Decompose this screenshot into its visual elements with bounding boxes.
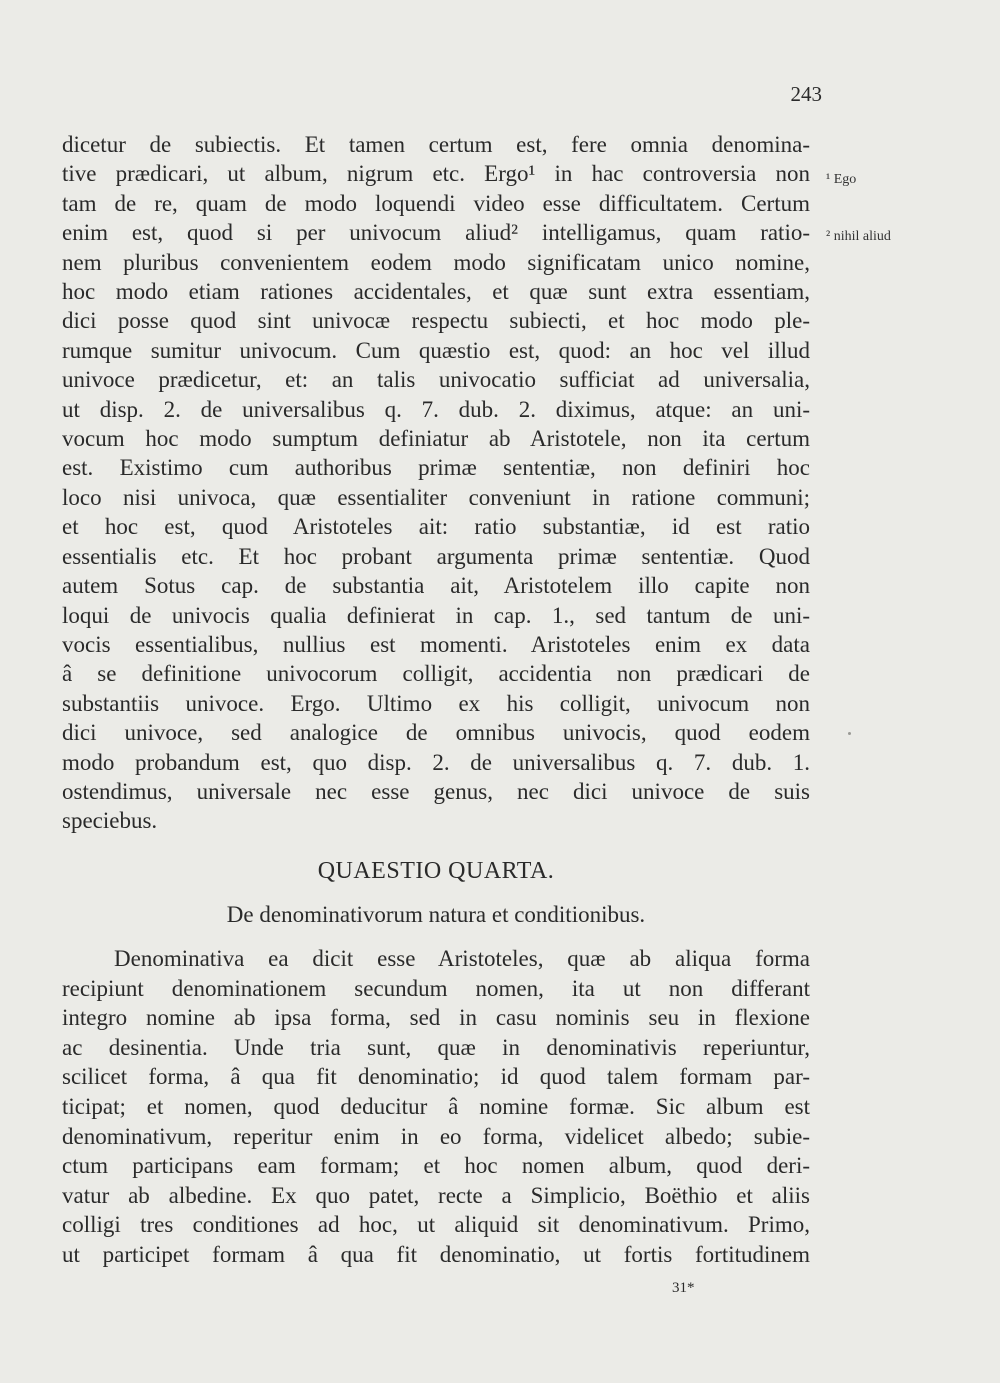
- text-line: ctum participans eam formam; et hoc nomen album, quod deri-: [62, 1153, 810, 1179]
- text-line: denominativum, reperitur enim in eo forma, videlicet albedo; subie-: [62, 1123, 810, 1149]
- text-line: hoc modo etiam rationes accidentales, et quæ sunt extra essentiam,: [62, 279, 810, 305]
- text-line: tive prædicari, ut album, nigrum etc. Ergo¹ in hac controversia non: [62, 161, 810, 187]
- marginal-note-1: ¹ Ego: [826, 172, 857, 187]
- section-heading: QUAESTIO QUARTA.: [317, 858, 555, 884]
- text-line: modo probandum est, quo disp. 2. de universalibus q. 7. dub. 1.: [62, 749, 810, 775]
- page-number: 243: [790, 82, 822, 106]
- text-line: ostendimus, universale nec esse genus, nec dici univoce de suis: [62, 778, 810, 804]
- text-line: ac desinentia. Unde tria sunt, quæ in denominativis reperiuntur,: [62, 1034, 810, 1060]
- text-line: Denominativa ea dicit esse Aristoteles, quæ ab aliqua forma: [114, 946, 810, 971]
- text-line: univoce prædicetur, et: an talis univocatio sufficiat ad universalia,: [62, 367, 810, 393]
- text-line: rumque sumitur univocum. Cum quæstio est, quod: an hoc vel illud: [62, 337, 810, 363]
- text-line: speciebus.: [62, 808, 158, 834]
- text-line: vocum hoc modo sumptum definiatur ab Aristotele, non ita certum: [62, 426, 810, 452]
- text-line: dici univoce, sed analogice de omnibus univocis, quod eodem: [62, 720, 810, 746]
- paragraph-1: [62, 130, 810, 836]
- text-line: â se definitione univocorum colligit, accidentia non prædicari de: [62, 661, 810, 687]
- text-line: vocis essentialibus, nullius est momenti. Aristoteles enim ex data: [62, 631, 810, 657]
- text-line: recipiunt denominationem secundum nomen, ita ut non differant: [62, 975, 810, 1001]
- text-line: tam de re, quam de modo loquendi video esse difficultatem. Certum: [62, 190, 810, 216]
- text-line: ticipat; et nomen, quod deducitur â nomine formæ. Sic album est: [62, 1093, 810, 1119]
- paper-speck: [848, 732, 851, 735]
- text-line: dicetur de subiectis. Et tamen certum est, fere omnia denomina-: [62, 132, 810, 157]
- text-line: ut disp. 2. de universalibus q. 7. dub. 2. diximus, atque: an uni-: [62, 396, 810, 422]
- text-line: loco nisi univoca, quæ essentialiter conveniunt in ratione communi;: [62, 484, 810, 510]
- text-line: et hoc est, quod Aristoteles ait: ratio substantiæ, id est ratio: [62, 514, 810, 540]
- text-line: loqui de univocis qualia definierat in cap. 1., sed tantum de uni-: [62, 602, 810, 628]
- signature-mark: 31*: [672, 1280, 695, 1296]
- text-line: autem Sotus cap. de substantia ait, Aristotelem illo capite non: [62, 573, 810, 599]
- text-line: essentialis etc. Et hoc probant argumenta primæ sententiæ. Quod: [62, 543, 810, 569]
- section-subheading: De denominativorum natura et conditionibus.: [226, 902, 646, 927]
- text-line: enim est, quod si per univocum aliud² intelligamus, quam ratio-: [62, 220, 810, 246]
- text-line: scilicet forma, â qua fit denominatio; id quod talem formam par-: [62, 1064, 810, 1090]
- text-line: integro nomine ab ipsa forma, sed in casu nominis seu in flexione: [62, 1005, 810, 1031]
- marginal-note-2: ² nihil aliud: [826, 229, 891, 244]
- text-line: dici posse quod sint univocæ respectu subiecti, et hoc modo ple-: [62, 308, 810, 334]
- paragraph-2: [62, 944, 810, 1270]
- text-line: substantiis univoce. Ergo. Ultimo ex his colligit, univocum non: [62, 690, 810, 716]
- text-line: nem pluribus convenientem eodem modo significatam unico nomine,: [62, 249, 810, 275]
- text-line: vatur ab albedine. Ex quo patet, recte a Simplicio, Boëthio et aliis: [62, 1182, 810, 1208]
- text-line: ut participet formam â qua fit denominatio, ut fortis fortitudinem: [62, 1241, 810, 1267]
- text-line: colligi tres conditiones ad hoc, ut aliquid sit denominativum. Primo,: [62, 1212, 810, 1238]
- text-line: est. Existimo cum authoribus primæ sententiæ, non definiri hoc: [62, 455, 810, 481]
